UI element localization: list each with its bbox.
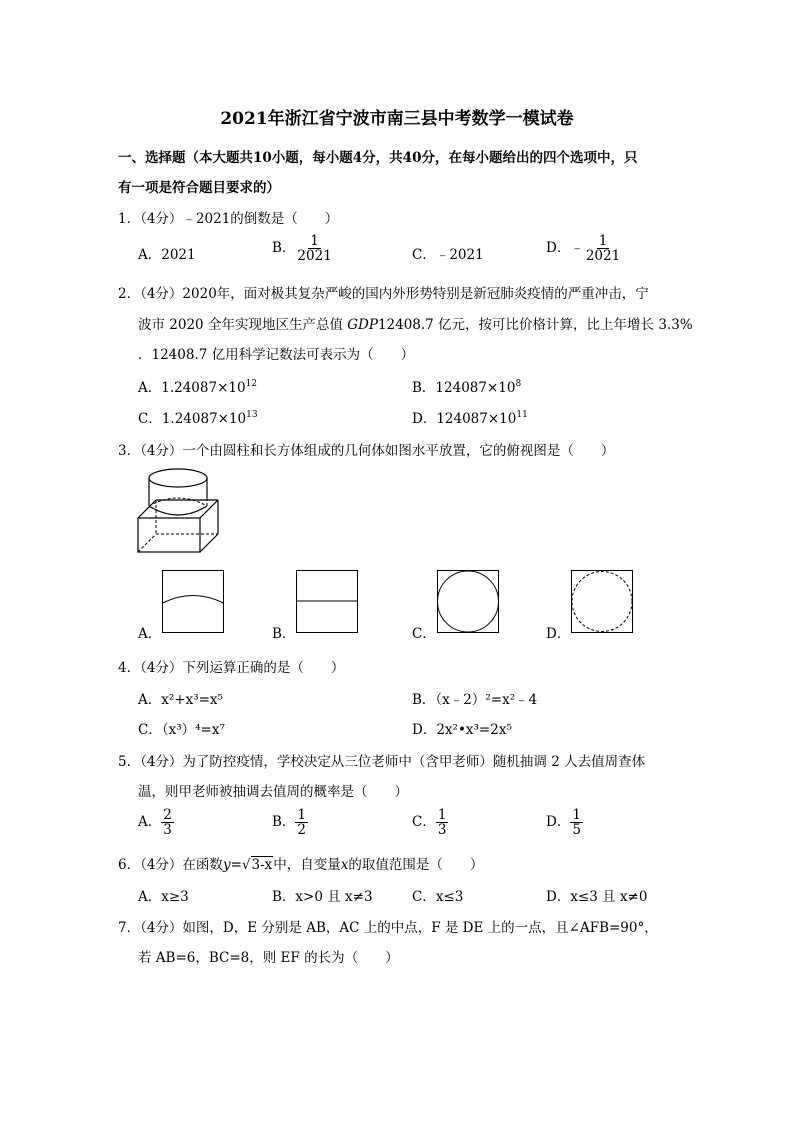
q5-option-c: C． $\frac{1}{3}$ [412, 807, 447, 838]
q3-option-c-label: C． [412, 626, 436, 642]
q5-option-a: A． $\frac{2}{3}$ [138, 807, 172, 838]
page-title: 2021年浙江省宁波市南三县中考数学一模试卷 [220, 109, 574, 129]
q1-option-c: C．﹣2021 [412, 247, 484, 263]
q3-option-b-figure [296, 570, 358, 633]
q6-option-b: B．x>0 且 x≠3 [272, 889, 373, 905]
question-7-line1: 7．（4分）如图，D，E 分别是 AB，AC 上的中点，F 是 DE 上的一点，且∠AFB=90°， [118, 920, 658, 936]
q6-option-a: A．x≥3 [138, 889, 189, 905]
q3-option-c-figure [437, 570, 499, 633]
question-5-line1: 5．（4分）为了防控疫情，学校决定从三位老师中（含甲老师）随机抽调 2 人去值周查体 [118, 754, 646, 770]
q6-option-d: D．x≤3 且 x≠0 [546, 889, 648, 905]
q5-option-d: D． $\frac{1}{5}$ [546, 807, 581, 838]
q3-option-d-figure [571, 570, 633, 633]
q4-option-c: C．（x³）⁴=x⁷ [138, 722, 225, 738]
q3-option-d-label: D． [546, 626, 571, 642]
question-2-line1: 2．（4分）2020年，面对极其复杂严峻的国内外形势特别是新冠肺炎疫情的严重冲击，宁 [118, 286, 649, 302]
q4-option-b: B．（x﹣2）²=x²﹣4 [412, 692, 538, 708]
q4-option-d: D．2x²•x³=2x⁵ [412, 722, 512, 738]
q3-option-b-label: B． [272, 626, 296, 642]
q2-option-d: D．$124087\times 10^{11}$ [412, 410, 528, 427]
q3-option-a-figure [162, 570, 224, 633]
section-heading-line2: 有一项是符合题目要求的） [118, 180, 280, 196]
q4-option-a: A．x²+x³=x⁵ [138, 692, 223, 708]
question-7-line2: 若 AB=6，BC=8，则 EF 的长为（ ） [138, 950, 399, 966]
q1-option-a: A．2021 [138, 247, 196, 263]
q3-solid-figure [132, 466, 224, 558]
q2-option-c: C．$1.24087\times 10^{13}$ [138, 410, 258, 427]
q3-option-a-label: A． [138, 626, 162, 642]
question-5-line2: 温，则甲老师被抽调去值周的概率是（ ） [138, 784, 408, 800]
section-heading-line1: 一、选择题（本大题共10小题，每小题4分，共40分，在每小题给出的四个选项中，只 [118, 150, 638, 166]
q1-option-d: D．﹣ $\frac{1}{2021}$ [546, 233, 621, 264]
q1-option-b: B． $\frac{1}{2021}$ [272, 233, 332, 264]
question-4-stem: 4．（4分）下列运算正确的是（ ） [118, 660, 345, 676]
question-6-stem: 6．（4分）在函数y=√3-x中，自变量x的取值范围是（ ） [118, 857, 484, 873]
question-1-stem: 1．（4分）﹣2021的倒数是（ ） [118, 211, 339, 227]
q5-option-b: B． $\frac{1}{2}$ [272, 807, 307, 838]
q2-option-b: B．$124087\times 10^8$ [412, 379, 522, 396]
question-2-line2: 波市 2020 全年实现地区生产总值 GDP12408.7 亿元，按可比价格计算，比上年增长 3.3% [138, 317, 693, 333]
q2-option-a: A．$1.24087\times 10^{12}$ [138, 379, 258, 396]
question-3-stem: 3．（4分）一个由圆柱和长方体组成的几何体如图水平放置，它的俯视图是（ ） [118, 443, 615, 459]
q6-option-c: C．x≤3 [412, 889, 464, 905]
question-2-line3: ．12408.7 亿用科学记数法可表示为（ ） [138, 347, 415, 363]
